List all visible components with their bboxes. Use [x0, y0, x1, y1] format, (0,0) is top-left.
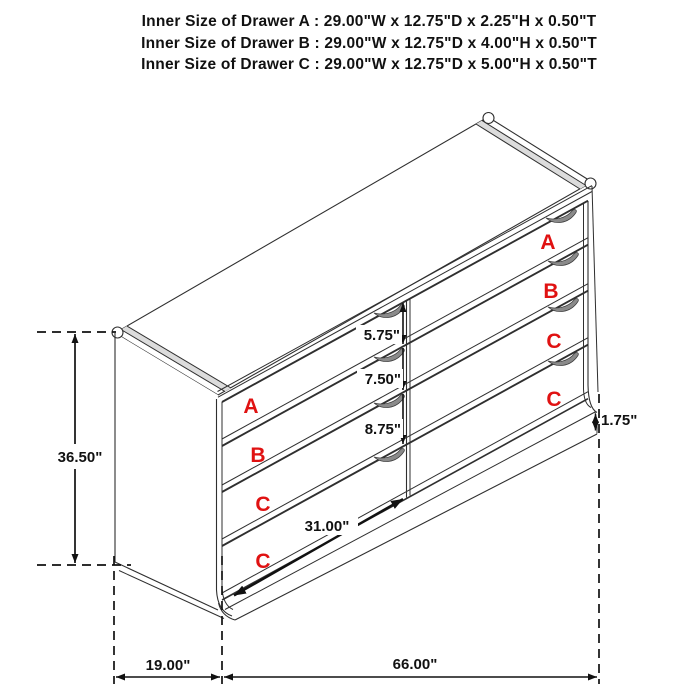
left-drawer-a-label: A: [243, 395, 259, 418]
header-line-a: Inner Size of Drawer A : 29.00"W x 12.75"D x 2.25"H x 0.50"T: [141, 13, 597, 30]
drawer-a-front-height-label: 5.75": [363, 327, 400, 344]
right-side-edge: [592, 186, 598, 392]
depth-dimension-label: 19.00": [145, 657, 191, 674]
top-corner-cap-back-right: [483, 113, 494, 124]
drawer-b-front-height-label: 7.50": [364, 371, 401, 388]
drawer-c-front-height-label: 8.75": [364, 421, 401, 438]
left-drawer-b-label: B: [250, 444, 266, 467]
width-dimension-label: 66.00": [392, 656, 438, 673]
dresser-body: [112, 113, 598, 621]
drawer-width-dimension-label: 31.00": [304, 518, 350, 535]
header-line-c: Inner Size of Drawer C : 29.00"W x 12.75"D x 5.00"H x 0.50"T: [141, 56, 597, 73]
top-corner-cap-front-right: [585, 178, 596, 189]
base-height-dimension-label: 1.75": [601, 412, 638, 429]
height-dimension-label: 36.50": [57, 449, 103, 466]
left-drawer-c2-label: C: [255, 550, 271, 573]
right-drawer-c2-label: C: [546, 388, 562, 411]
right-drawer-a-label: A: [540, 231, 556, 254]
header-line-b: Inner Size of Drawer B : 29.00"W x 12.75"D x 4.00"H x 0.50"T: [141, 34, 597, 52]
right-drawer-c1-label: C: [546, 330, 562, 353]
right-drawer-b-label: B: [543, 280, 559, 303]
left-drawer-c1-label: C: [255, 493, 271, 516]
